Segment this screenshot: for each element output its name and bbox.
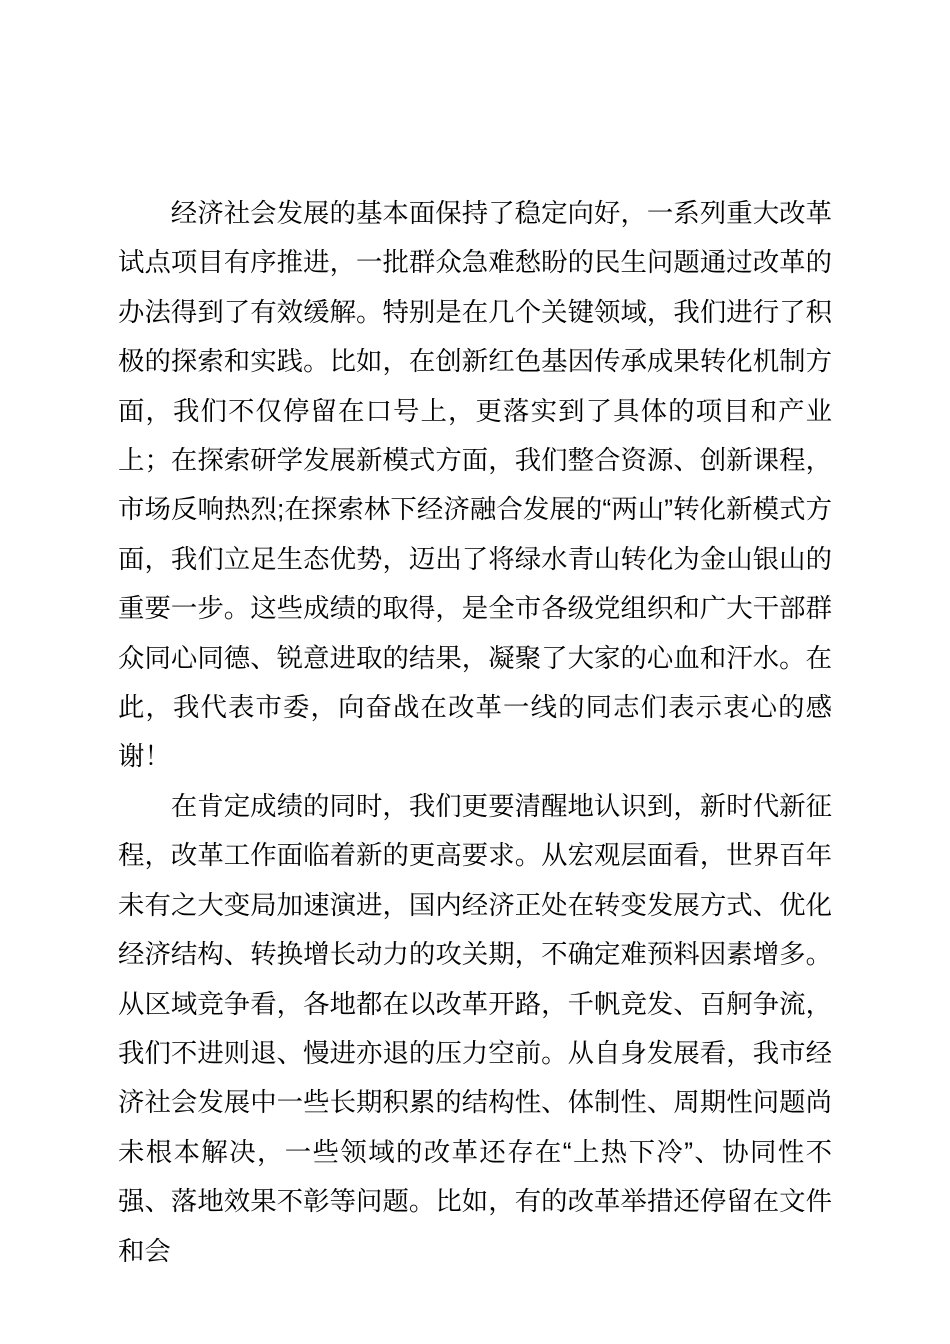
paragraph-achievements: 经济社会发展的基本面保持了稳定向好，一系列重大改革试点项目有序推进，一批群众急难愁盼的民生问题通过改革的办法得到了有效缓解。特别是在几个关键领域，我们进行了积极的探索和实践。比如，在创新红色基因传承成果转化机制方面，我们不仅停留在口号上，更落实到了具体的项目和产业上；在探索研学发展新模式方面，我们整合资源、创新课程，市场反响热烈;在探索林下经济融合发展的“两山”转化新模式方面，我们立足生态优势，迈出了将绿水青山转化为金山银山的重要一步。这些成绩的取得，是全市各级党组织和广大干部群众同心同德、锐意进取的结果，凝聚了大家的心血和汗水。在此，我代表市委，向奋战在改革一线的同志们表示衷心的感谢！ bbox=[118, 198, 832, 772]
document-content bbox=[118, 189, 832, 1276]
paragraph-challenges: 在肯定成绩的同时，我们更要清醒地认识到，新时代新征程，改革工作面临着新的更高要求。从宏观层面看，世界百年未有之大变局加速演进，国内经济正处在转变发展方式、优化经济结构、转换增长动力的攻关期，不确定难预料因素增多。从区域竞争看，各地都在以改革开路，千帆竞发、百舸争流，我们不进则退、慢进亦退的压力空前。从自身发展看，我市经济社会发展中一些长期积累的结构性、体制性、周期性问题尚未根本解决，一些领域的改革还存在“上热下冷”、协同性不强、落地效果不彰等问题。比如，有的改革举措还停留在文件和会 bbox=[118, 790, 832, 1266]
